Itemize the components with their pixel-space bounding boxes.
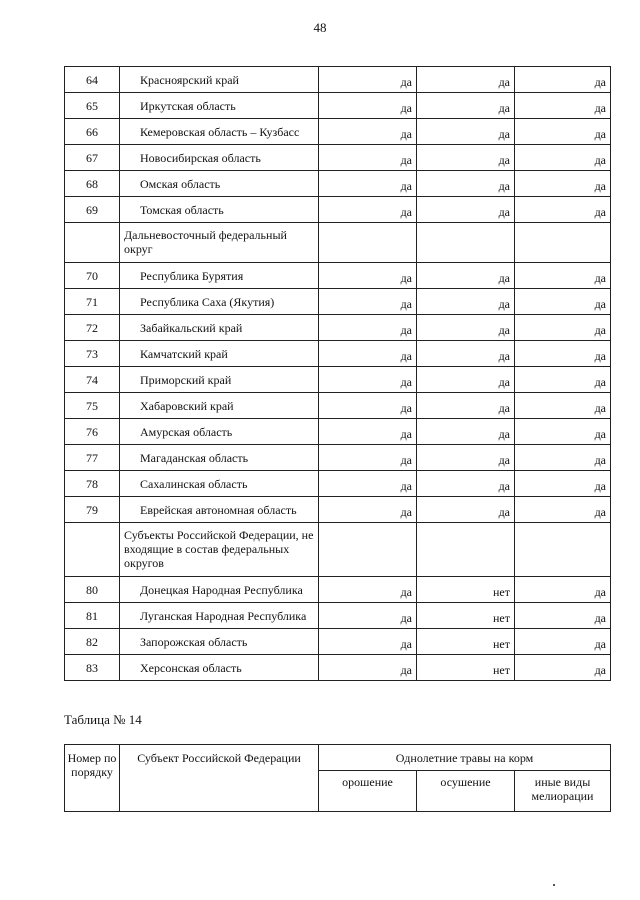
other-value: да: [515, 171, 611, 197]
region-name: Хабаровский край: [120, 393, 319, 419]
drainage-value: да: [417, 93, 515, 119]
region-name: Новосибирская область: [120, 145, 319, 171]
row-number: 73: [65, 341, 120, 367]
table-row: [65, 145, 611, 171]
row-number: 71: [65, 289, 120, 315]
irrigation-value: да: [319, 471, 417, 497]
row-number: 81: [65, 603, 120, 629]
table-caption: Таблица № 14: [64, 712, 142, 727]
drainage-value: нет: [417, 603, 515, 629]
irrigation-value: да: [319, 419, 417, 445]
row-number: 66: [65, 119, 120, 145]
irrigation-value: да: [319, 655, 417, 681]
region-name: Иркутская область: [120, 93, 319, 119]
table-row: [65, 119, 611, 145]
value-cell-empty: [417, 523, 515, 577]
irrigation-value: да: [319, 445, 417, 471]
irrigation-value: да: [319, 341, 417, 367]
other-value: да: [515, 603, 611, 629]
row-number: 80: [65, 577, 120, 603]
other-value: да: [515, 67, 611, 93]
other-value: да: [515, 367, 611, 393]
other-value: да: [515, 145, 611, 171]
district-name: Дальневосточный федеральный округ: [120, 223, 319, 263]
row-number: 70: [65, 263, 120, 289]
district-header-row: [65, 523, 611, 577]
column-header-subject: Субъект Российской Федерации: [120, 745, 319, 812]
drainage-value: да: [417, 341, 515, 367]
drainage-value: да: [417, 419, 515, 445]
irrigation-value: да: [319, 145, 417, 171]
other-value: да: [515, 577, 611, 603]
drainage-value: нет: [417, 655, 515, 681]
irrigation-value: да: [319, 315, 417, 341]
region-name: Кемеровская область – Кузбасс: [120, 119, 319, 145]
region-name: Магаданская область: [120, 445, 319, 471]
row-number: 65: [65, 93, 120, 119]
column-group-header: Однолетние травы на корм: [319, 745, 611, 771]
other-value: да: [515, 263, 611, 289]
drainage-value: да: [417, 145, 515, 171]
row-number: 78: [65, 471, 120, 497]
irrigation-value: да: [319, 289, 417, 315]
drainage-value: да: [417, 289, 515, 315]
region-name: Луганская Народная Республика: [120, 603, 319, 629]
drainage-value: да: [417, 471, 515, 497]
row-number: 75: [65, 393, 120, 419]
irrigation-value: да: [319, 93, 417, 119]
region-name: Забайкальский край: [120, 315, 319, 341]
row-number: 76: [65, 419, 120, 445]
table-row: [65, 67, 611, 93]
drainage-value: да: [417, 171, 515, 197]
drainage-value: да: [417, 315, 515, 341]
value-cell-empty: [319, 523, 417, 577]
other-value: да: [515, 655, 611, 681]
other-value: да: [515, 93, 611, 119]
other-value: да: [515, 341, 611, 367]
other-value: да: [515, 393, 611, 419]
row-number: 69: [65, 197, 120, 223]
table-row: [65, 629, 611, 655]
irrigation-value: да: [319, 393, 417, 419]
row-number: 67: [65, 145, 120, 171]
table-row: [65, 577, 611, 603]
drainage-value: да: [417, 67, 515, 93]
regions-table: [64, 66, 611, 681]
drainage-value: нет: [417, 577, 515, 603]
table-row: [65, 471, 611, 497]
row-number: 83: [65, 655, 120, 681]
irrigation-value: да: [319, 263, 417, 289]
row-number-cell-empty: [65, 223, 120, 263]
value-cell-empty: [515, 523, 611, 577]
table-row: [65, 393, 611, 419]
irrigation-value: да: [319, 367, 417, 393]
row-number: 82: [65, 629, 120, 655]
subheader-other: иные виды мелиорации: [515, 771, 611, 812]
district-header-row: [65, 223, 611, 263]
table-row: [65, 419, 611, 445]
table-row: [65, 315, 611, 341]
row-number: 74: [65, 367, 120, 393]
region-name: Омская область: [120, 171, 319, 197]
row-number-cell-empty: [65, 523, 120, 577]
irrigation-value: да: [319, 577, 417, 603]
subheader-drainage: осушение: [417, 771, 515, 812]
value-cell-empty: [319, 223, 417, 263]
irrigation-value: да: [319, 629, 417, 655]
table-row: [65, 289, 611, 315]
table-row: [65, 445, 611, 471]
region-name: Донецкая Народная Республика: [120, 577, 319, 603]
table-row: [65, 603, 611, 629]
irrigation-value: да: [319, 119, 417, 145]
district-name: Субъекты Российской Федерации, не входящие в состав федеральных округов: [120, 523, 319, 577]
table-row: [65, 367, 611, 393]
page-number: 48: [313, 20, 327, 35]
table-row: [65, 341, 611, 367]
drainage-value: да: [417, 367, 515, 393]
irrigation-value: да: [319, 67, 417, 93]
irrigation-value: да: [319, 603, 417, 629]
subheader-irrigation: орошение: [319, 771, 417, 812]
region-name: Запорожская область: [120, 629, 319, 655]
table-row: [65, 497, 611, 523]
region-name: Республика Бурятия: [120, 263, 319, 289]
drainage-value: да: [417, 445, 515, 471]
drainage-value: да: [417, 263, 515, 289]
irrigation-value: да: [319, 497, 417, 523]
row-number: 77: [65, 445, 120, 471]
value-cell-empty: [515, 223, 611, 263]
region-name: Республика Саха (Якутия): [120, 289, 319, 315]
regions-table-body: [65, 67, 611, 681]
drainage-value: да: [417, 197, 515, 223]
row-number: 68: [65, 171, 120, 197]
table-row: [65, 655, 611, 681]
drainage-value: да: [417, 119, 515, 145]
drainage-value: да: [417, 497, 515, 523]
row-number: 79: [65, 497, 120, 523]
other-value: да: [515, 119, 611, 145]
region-name: Красноярский край: [120, 67, 319, 93]
other-value: да: [515, 471, 611, 497]
table-row: [65, 263, 611, 289]
region-name: Херсонская область: [120, 655, 319, 681]
table14-header: [64, 744, 611, 812]
drainage-value: нет: [417, 629, 515, 655]
other-value: да: [515, 629, 611, 655]
region-name: Еврейская автономная область: [120, 497, 319, 523]
region-name: Томская область: [120, 197, 319, 223]
region-name: Сахалинская область: [120, 471, 319, 497]
irrigation-value: да: [319, 197, 417, 223]
other-value: да: [515, 315, 611, 341]
table-row: [65, 171, 611, 197]
row-number: 72: [65, 315, 120, 341]
value-cell-empty: [417, 223, 515, 263]
region-name: Камчатский край: [120, 341, 319, 367]
other-value: да: [515, 419, 611, 445]
table-row: [65, 197, 611, 223]
row-number: 64: [65, 67, 120, 93]
table-row: [65, 93, 611, 119]
other-value: да: [515, 197, 611, 223]
region-name: Приморский край: [120, 367, 319, 393]
irrigation-value: да: [319, 171, 417, 197]
drainage-value: да: [417, 393, 515, 419]
other-value: да: [515, 289, 611, 315]
other-value: да: [515, 445, 611, 471]
other-value: да: [515, 497, 611, 523]
scan-speck: [553, 884, 555, 886]
column-header-number: Номер по порядку: [65, 745, 120, 812]
region-name: Амурская область: [120, 419, 319, 445]
